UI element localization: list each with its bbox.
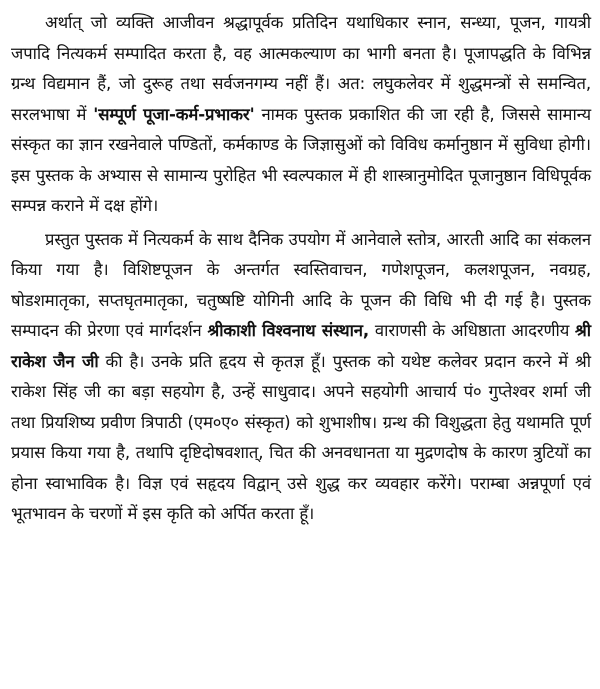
paragraph-2-text-3: की है। उनके प्रति हृदय से कृतज्ञ हूँ। पुस्तक को यथेष्ट कलेवर प्रदान करने में श्री राकेश सिंह जी का बड़ा सहयोग है, उन्हें साधुवाद। अपने सहयोगी आचार्य पं० गुप्तेश्वर शर्मा जी तथा प्रियशिष्य प्रवीण त्रिपाठी (एम०ए० संस्कृत) को शुभाशीष। ग्रन्थ की विशुद्धता हेतु यथामति पूर्ण प्रयास किया गया है, तथापि दृष्टिदोषवशात्, चित की अनवधानता या मुद्रणदोष के कारण त्रुटियों का होना स्वाभाविक है। विज्ञ एवं सहृदय विद्वान् उसे शुद्ध कर व्यवहार करेंगे। पराम्बा अन्नपूर्णा एवं भूतभावन के चरणों में इस कृति को अर्पित करता हूँ।	[11, 351, 591, 523]
person-name: श्री राकेश जैन जी	[11, 321, 591, 371]
paragraph-1-text-2: नामक पुस्तक प्रकाशित की जा रही है, जिससे सामान्य संस्कृत का ज्ञान रखनेवाले पण्डितों, कर्मकाण्ड के जिज्ञासुओं को विविध कर्मानुष्ठान में सुविधा होगी। इस पुस्तक के अभ्यास से सामान्य पुरोहित भी स्वल्पकाल में ही शास्त्रानुमोदित पूजानुष्ठान विधिपूर्वक सम्पन्न कराने में दक्ष होंगे।	[11, 104, 591, 215]
paragraph-2-text-1: प्रस्तुत पुस्तक में नित्यकर्म के साथ दैनिक उपयोग में आनेवाले स्तोत्र, आरती आदि का संकलन किया गया है। विशिष्टपूजन के अन्तर्गत स्वस्तिवाचन, गणेशपूजन, कलशपूजन, नवग्रह, षोडशमातृका, सप्तघृतमातृका, चतुष्षष्टि योगिनी आदि के पूजन की विधि भी दी गई है। पुस्तक सम्पादन की प्रेरणा एवं मार्गदर्शन	[11, 229, 591, 340]
paragraph-1	[11, 8, 591, 222]
paragraph-2-text-2: वाराणसी के अधिष्ठाता आदरणीय	[369, 321, 576, 340]
paragraph-1-text-1: अर्थात् जो व्यक्ति आजीवन श्रद्धापूर्वक प्रतिदिन यथाधिकार स्नान, सन्ध्या, पूजन, गायत्री जपादि नित्यकर्म सम्पादित करता है, वह आत्मकल्याण का भागी बनता है। पूजापद्धति के विभिन्न ग्रन्थ विद्यमान हैं, जो दुरूह तथा सर्वजनगम्य नहीं हैं। अत: लघुकलेवर में शुद्धमन्त्रों से समन्वित, सरलभाषा में	[11, 13, 591, 124]
book-title: 'सम्पूर्ण पूजा-कर्म-प्रभाकर'	[93, 104, 255, 124]
institution-name: श्रीकाशी विश्वनाथ संस्थान,	[207, 321, 370, 340]
paragraph-2	[11, 225, 591, 530]
